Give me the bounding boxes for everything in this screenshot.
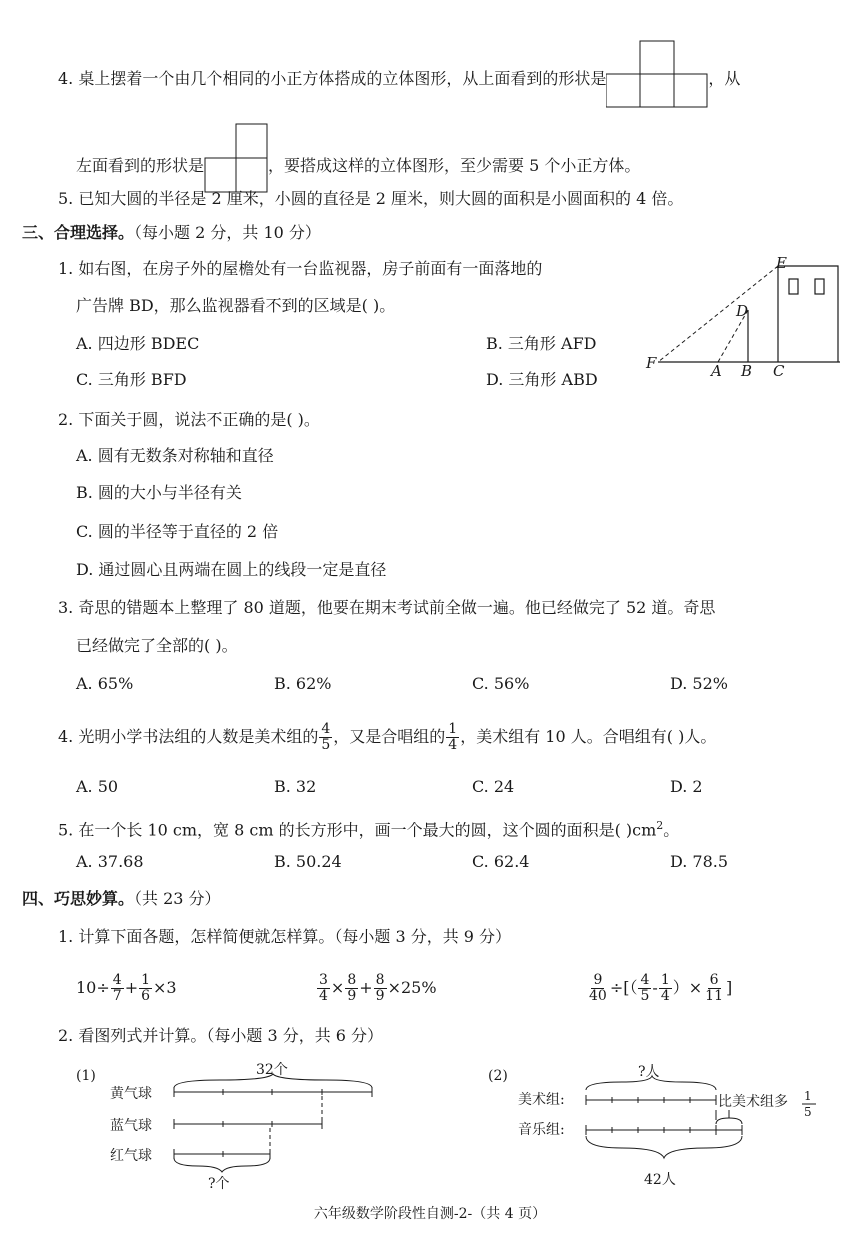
left-view-shape [204,123,268,193]
label-b: B [741,362,753,380]
label-blue: 蓝气球 [110,1118,152,1134]
s3-q4-opt-a: A. 50 [76,777,119,796]
group-diagram [482,1060,838,1192]
s3-q4-opt-b: B. 32 [274,777,317,796]
monitor-diagram [640,252,845,382]
svg-text:5: 5 [804,1105,812,1119]
page-footer: 六年级数学阶段性自测-2-（共 4 页） [313,1206,547,1222]
label-f: F [646,354,657,372]
s3-q5-opt-d: D. 78.5 [670,852,729,871]
s3-q3-opt-a: A. 65% [76,674,134,693]
sec2-q4-line2: 左面看到的形状是 ，要搭成这样的立体图形，至少需要 5 个小正方体。 [76,123,640,193]
s3-q1-opt-a: A. 四边形 BDEC [76,334,200,353]
section-3-heading: 三、合理选择。（每小题 2 分，共 10 分） [22,223,321,242]
label-c: C [773,362,785,380]
s3-q3-line1: 3. 奇思的错题本上整理了 80 道题，他要在期末考试前全做一遍。他已经做完了 52 道。奇思 [58,598,716,617]
label-q: ?个 [208,1176,230,1192]
label-red: 红气球 [110,1148,152,1164]
label-42: 42人 [644,1172,676,1188]
s3-q5: 5. 在一个长 10 cm，宽 8 cm 的长方形中，画一个最大的圆，这个圆的面积是( )$cm^2$。 [58,819,680,840]
expr-1: 10÷ $\frac{4}{7}$ + $\frac{1}{6}$ ×3 [76,972,177,1004]
s3-q1-opt-c: C. 三角形 BFD [76,370,187,389]
expr-3: $\frac{9}{40}$ ÷[（ $\frac{4}{5}$ - $\frac{1}{4}$ ）× $\frac{6}{11}$ ] [589,972,733,1004]
s3-q4-opt-c: C. 24 [472,777,515,796]
label-yellow: 黄气球 [110,1086,152,1102]
label-art-q: ?人 [638,1064,660,1080]
top-view-shape [606,40,708,108]
label-music: 音乐组: [518,1122,565,1138]
s4-q1: 1. 计算下面各题，怎样简便就怎样算。（每小题 3 分，共 9 分） [58,927,512,946]
fraction-4-5: $\frac{4}{5}$ [321,721,331,753]
section-4-heading: 四、巧思妙算。（共 23 分） [22,889,221,908]
balloon-diagram [70,1060,390,1192]
s3-q3-opt-c: C. 56% [472,674,530,693]
label-d: D [736,302,749,320]
s4-q2: 2. 看图列式并计算。（每小题 3 分，共 6 分） [58,1026,384,1045]
s3-q5-opt-b: B. 50.24 [274,852,342,871]
s3-q2-opt-c: C. 圆的半径等于直径的 2 倍 [76,522,279,541]
sec2-q5: 5. 已知大圆的半径是 2 厘米，小圆的直径是 2 厘米，则大圆的面积是小圆面积的 4 倍。 [58,189,684,208]
s3-q2-opt-d: D. 通过圆心且两端在圆上的线段一定是直径 [76,560,387,579]
s3-q5-opt-a: A. 37.68 [76,852,144,871]
s3-q2: 2. 下面关于圆，说法不正确的是( )。 [58,410,320,429]
s3-q1-opt-d: D. 三角形 ABD [486,370,598,389]
label-more: 比美术组多 [718,1094,788,1110]
label-e: E [776,254,787,272]
s3-q3-opt-d: D. 52% [670,674,728,693]
diagram1-number: (1) [76,1068,96,1084]
s3-q1-line1: 1. 如右图，在房子外的屋檐处有一台监视器，房子前面有一面落地的 [58,259,543,278]
s3-q1-line2: 广告牌 BD，那么监视器看不到的区域是( )。 [76,296,396,315]
fraction-1-4: $\frac{1}{4}$ [448,721,458,753]
expr-2: $\frac{3}{4}$ × $\frac{8}{9}$ + $\frac{8}{9}$ ×25% [319,972,437,1004]
label-32: 32个 [256,1062,288,1078]
s3-q4-opt-d: D. 2 [670,777,703,796]
diagram2-number: (2) [488,1068,508,1084]
label-a: A [711,362,722,380]
svg-text:1: 1 [804,1089,812,1103]
s3-q3-line2: 已经做完了全部的( )。 [76,636,238,655]
s3-q4: 4. 光明小学书法组的人数是美术组的 $\frac{4}{5}$ ，又是合唱组的 $\frac{1}{4}$ ，美术组有 10 人。合唱组有( )人。 [58,721,717,753]
label-art: 美术组: [518,1092,565,1108]
s3-q5-opt-c: C. 62.4 [472,852,530,871]
s3-q3-opt-b: B. 62% [274,674,332,693]
sec2-q4-line1: 4. 桌上摆着一个由几个相同的小正方体搭成的立体图形，从上面看到的形状是 ，从 [58,40,740,108]
s3-q1-opt-b: B. 三角形 AFD [486,334,597,353]
s3-q2-opt-b: B. 圆的大小与半径有关 [76,483,242,502]
s3-q2-opt-a: A. 圆有无数条对称轴和直径 [76,446,274,465]
